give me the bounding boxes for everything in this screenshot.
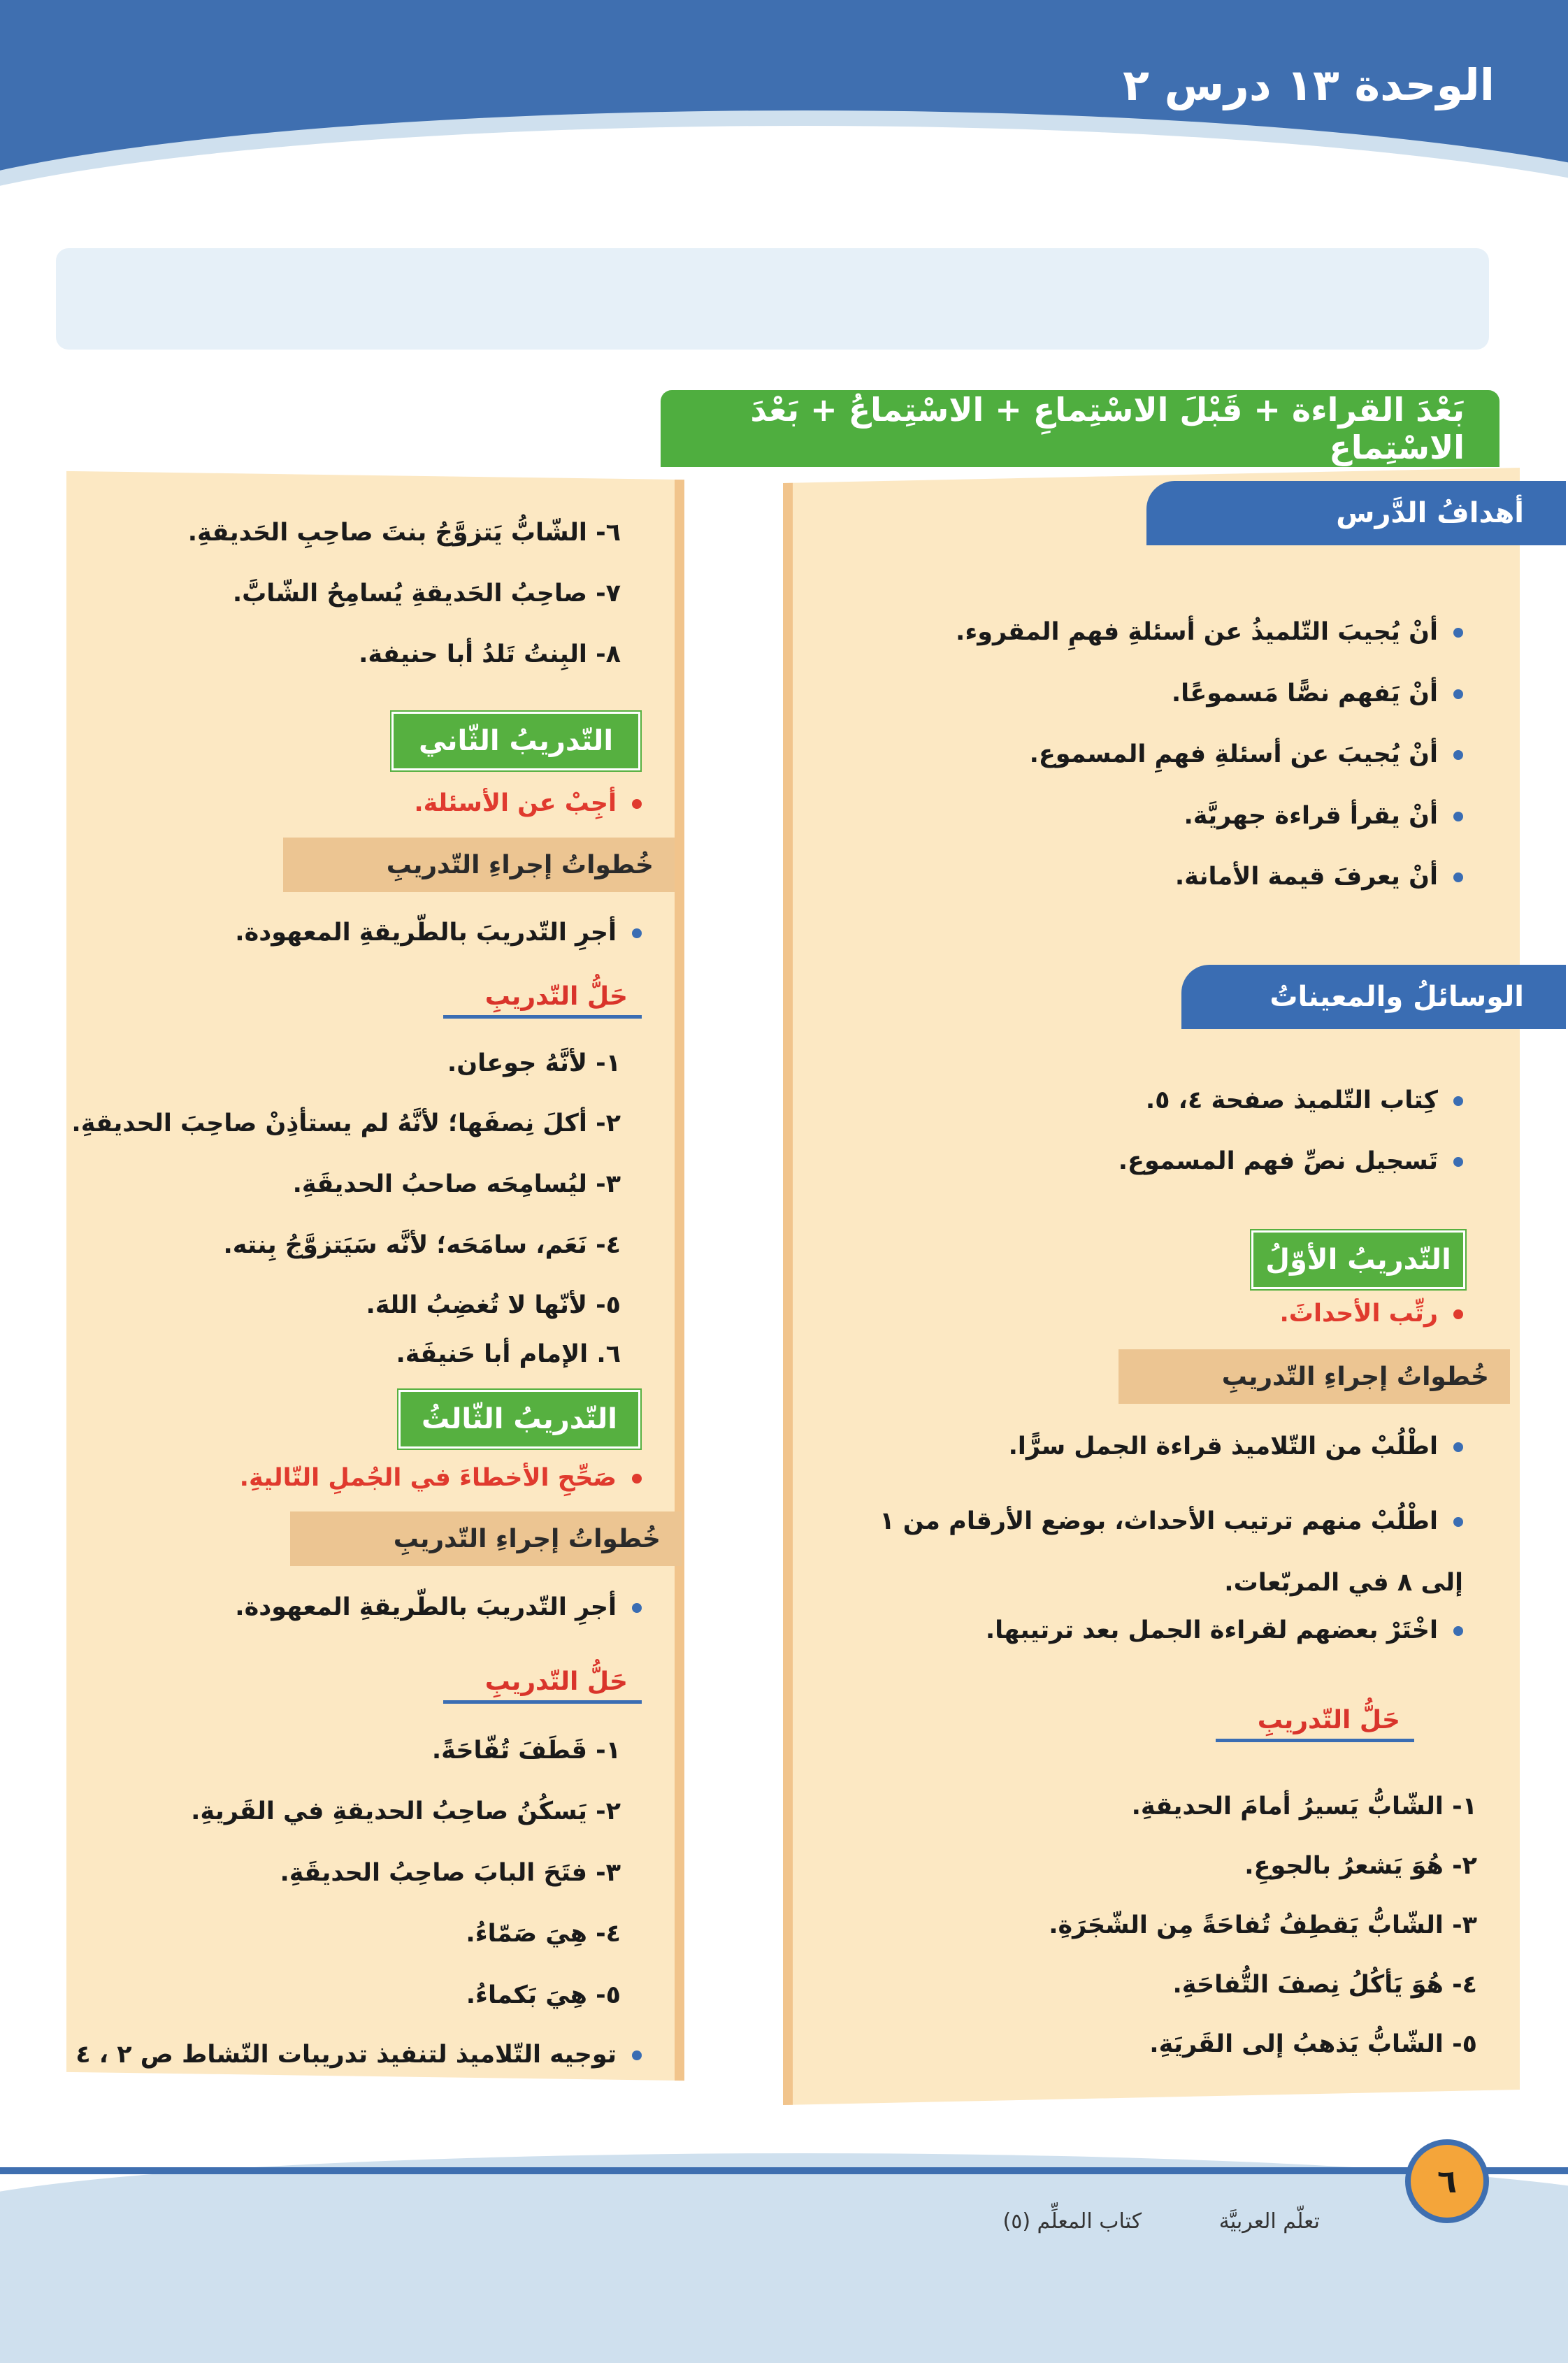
bullet-icon: [1453, 750, 1463, 760]
bullet-icon: [1453, 1442, 1463, 1452]
objectives-heading: أهدافُ الدَّرس: [1146, 481, 1566, 545]
objective-item: أنْ يقرأ قراءة جهريَّة.: [1184, 799, 1463, 833]
aid-item: تَسجيل نصِّ فهم المسموع.: [1119, 1144, 1463, 1178]
exercise3-instruction: صَحِّحِ الأخطاءَ في الجُملِ التّاليةِ.: [240, 1461, 642, 1495]
aid-item: كِتاب التّلميذ صفحة ٤، ٥.: [1146, 1084, 1463, 1117]
solution-item: ٧- صاحِبُ الحَديقةِ يُسامِحُ الشّابَّ.: [232, 580, 621, 608]
footer-book-part: كتاب المعلِّم (٥): [1002, 2209, 1142, 2234]
exercise2-step: أجرِ التّدريبَ بالطّريقةِ المعهودة.: [235, 916, 642, 949]
aids-heading: الوسائلُ والمعيناتُ: [1181, 965, 1566, 1029]
solution-item: ٤- هُوَ يَأكُلُ نِصفَ التُّفاحَةِ.: [1172, 1971, 1477, 1999]
bullet-icon: [1453, 1309, 1463, 1319]
section-banner: بَعْدَ القراءة + قَبْلَ الاسْتِماعِ + الاسْتِماعُ + بَعْدَ الاسْتِماعِ: [661, 390, 1499, 467]
solution-item: ٥- هِيَ بَكماءُ.: [466, 1981, 621, 2009]
footer-wave: [0, 2153, 1568, 2363]
bullet-icon: [1453, 1096, 1463, 1106]
exercise2-solution-heading: حَلُّ التّدريبِ: [443, 982, 642, 1019]
exercise2-instruction: أجِبْ عن الأسئلة.: [414, 787, 642, 820]
activity-note: توجيه التّلاميذ لتنفيذ تدريبات النّشاط ص ٢ ، ٤: [75, 2038, 642, 2071]
exercise1-step: اطْلُبْ منهم ترتيب الأحداث، بوضع الأرقام من ١ إلى ٨ في المربّعات.: [879, 1507, 1463, 1597]
objective-item: أنْ يعرفَ قيمة الأمانة.: [1175, 860, 1463, 893]
solution-item: ١- الشّابُّ يَسيرُ أمامَ الحديقةِ.: [1131, 1793, 1477, 1820]
exercise1-instruction: رتِّب الأحداثَ.: [1280, 1297, 1464, 1330]
bullet-icon: [1453, 812, 1463, 821]
bullet-icon: [1453, 689, 1463, 699]
solution-item: ٢- يَسكُنُ صاحِبُ الحديقةِ في القَريةِ.: [191, 1797, 621, 1825]
faded-background-banner: [56, 248, 1489, 350]
unit-lesson-title: الوحدة ١٣ درس ٢: [1123, 59, 1495, 110]
objective-item: أنْ يُجيبَ التّلميذُ عن أسئلةِ فهمِ المقروء.: [956, 615, 1463, 649]
exercise1-step: اطْلُبْ من التّلاميذ قراءة الجمل سرًّا.: [1009, 1430, 1463, 1463]
solution-item: ٦. الإمام أبا حَنيفَة.: [396, 1340, 621, 1368]
solution-item: ١- لأنَّهُ جوعان.: [447, 1049, 621, 1077]
bullet-icon: [632, 799, 642, 809]
solution-item: ٥- لأنّها لا تُغضِبُ اللهَ.: [366, 1291, 621, 1319]
exercise2-steps-heading: خُطواتُ إجراءِ التّدريبِ: [283, 838, 675, 892]
solution-item: ٢- هُوَ يَشعرُ بالجوعِ.: [1244, 1852, 1477, 1880]
exercise1-heading: التّدريبُ الأوّلُ: [1251, 1230, 1465, 1289]
solution-item: ٦- الشّابُّ يَتزوَّجُ بنتَ صاحِبِ الحَديقةِ.: [187, 519, 621, 547]
page-number-badge: ٦: [1405, 2139, 1489, 2223]
bullet-icon: [632, 1603, 642, 1613]
solution-item: ٣- ليُسامِحَه صاحبُ الحديقَةِ.: [292, 1170, 621, 1198]
bullet-icon: [1453, 628, 1463, 638]
bullet-icon: [1453, 872, 1463, 882]
solution-item: ٢- أكلَ نِصفَها؛ لأنَّهُ لم يستأذِنْ صاحِبَ الحديقةِ.: [71, 1109, 621, 1137]
exercise1-steps-heading: خُطواتُ إجراءِ التّدريبِ: [1119, 1349, 1510, 1404]
solution-item: ٤- نَعَم، سامَحَه؛ لأنَّه سَيَتزوَّجُ بِنته.: [223, 1231, 621, 1259]
exercise3-heading: التّدريبُ الثّالثُ: [398, 1390, 640, 1449]
bullet-icon: [1453, 1157, 1463, 1167]
exercise1-solution-heading: حَلُّ التّدريبِ: [1216, 1706, 1414, 1742]
exercise3-solution-heading: حَلُّ التّدريبِ: [443, 1667, 642, 1704]
footer-book-title: تعلّم العربيَّة: [1218, 2209, 1320, 2234]
solution-item: ٣- فتَحَ البابَ صاحِبُ الحديقَةِ.: [280, 1859, 621, 1887]
exercise3-steps-heading: خُطواتُ إجراءِ التّدريبِ: [290, 1511, 682, 1566]
exercise3-step: أجرِ التّدريبَ بالطّريقةِ المعهودة.: [235, 1590, 642, 1624]
solution-item: ٤- هِيَ صَمّاءُ.: [466, 1920, 621, 1948]
exercise1-step: اخْتَرْ بعضهم لقراءة الجمل بعد ترتيبها.: [986, 1614, 1463, 1647]
objective-item: أنْ يَفهم نصًّا مَسموعًا.: [1172, 677, 1463, 710]
bullet-icon: [632, 1474, 642, 1484]
bullet-icon: [632, 928, 642, 938]
bullet-icon: [1453, 1626, 1463, 1636]
exercise2-heading: التّدريبُ الثّاني: [391, 712, 640, 770]
solution-item: ٨- البِنتُ تَلدُ أبا حنيفة.: [359, 640, 621, 668]
objective-item: أنْ يُجيبَ عن أسئلةِ فهمِ المسموع.: [1030, 738, 1463, 771]
solution-item: ٣- الشّابُّ يَقطِفُ تُفاحَةً مِن الشّجَرَةِ.: [1049, 1911, 1477, 1939]
solution-item: ١- قَطَفَ تُفّاحَةً.: [431, 1737, 621, 1765]
bullet-icon: [632, 2050, 642, 2060]
solution-item: ٥- الشّابُّ يَذهبُ إلى القَريَةِ.: [1149, 2030, 1477, 2058]
footer-band: [0, 2167, 1568, 2174]
bullet-icon: [1453, 1517, 1463, 1527]
